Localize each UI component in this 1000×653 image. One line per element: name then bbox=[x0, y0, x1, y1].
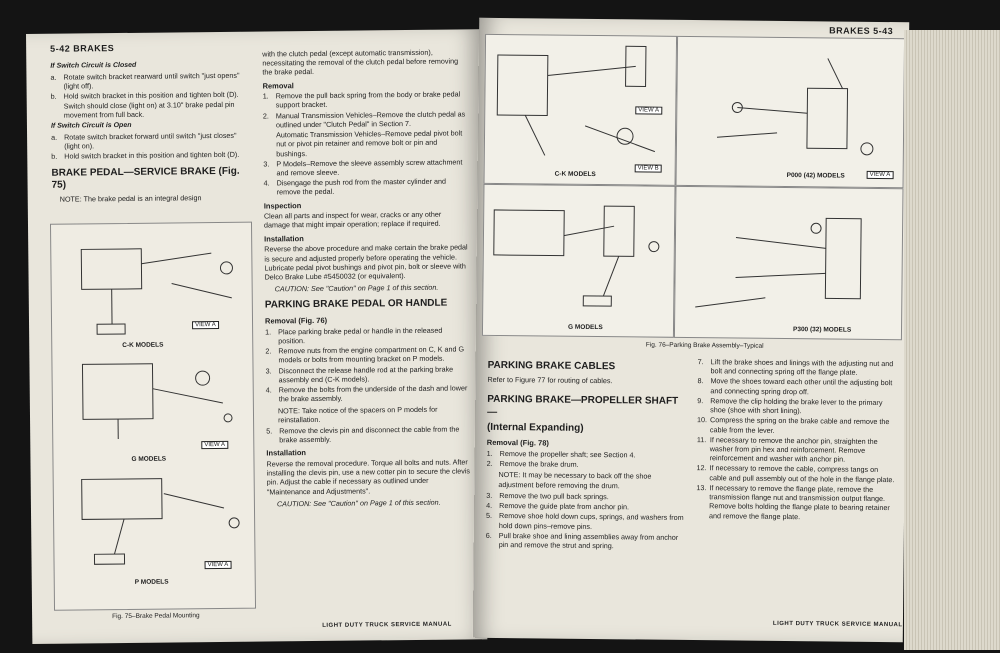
section-title-propeller-shaft: PARKING BRAKE—PROPELLER SHAFT— bbox=[487, 393, 679, 418]
list-item: 1. Remove the propeller shaft; see Section 4. bbox=[486, 448, 636, 460]
fig75-view-a: VIEW A bbox=[192, 321, 219, 329]
fig76-label-p000: P000 (42) MODELS bbox=[786, 171, 845, 180]
list-item: 5. Remove the clevis pin and disconnect the cable from the brake assembly. bbox=[266, 424, 460, 445]
fig76-panel-ck bbox=[484, 34, 678, 186]
list-item: 13. If necessary to remove the flange plate, remove the transmission flange nut and transmission output flange. Remove bolts holding the flange plate to bearing retainer and remove the flange plate. bbox=[696, 482, 890, 521]
installation-text: Reverse the above procedure and make certain the brake pedal is secure and adjusted properly before operating the vehicle. Lubricate pedal pivot bushings and pivot pin, bolt or sleeve with Delco Brake Lube #5450032 (or equivalent). bbox=[264, 242, 468, 282]
figure-75-drawing bbox=[51, 223, 255, 610]
list-item: 2. Manual Transmission Vehicles–Remove the clutch pedal as outlined under "Clutch Pedal" in Section 7. bbox=[262, 109, 466, 130]
continued-text: with the clutch pedal (except automatic transmission), necessitating the removal of the clutch pedal before removing the brake pedal. bbox=[262, 47, 459, 77]
prop-removal-heading: Removal (Fig. 78) bbox=[486, 438, 549, 448]
right-page bbox=[473, 18, 909, 642]
caution-2: CAUTION: See "Caution" on Page 1 of this section. bbox=[276, 497, 441, 509]
list-item: 7. Lift the brake shoes and linings with the adjusting nut and bolt and connecting spring off the flange plate. bbox=[697, 357, 894, 377]
list-item: Automatic Transmission Vehicles–Remove pedal pivot bolt nut or pivot pin retainer and remove bolt or pin and bushings. bbox=[276, 128, 463, 158]
list-item: 6. Pull brake shoe and lining assemblies away from anchor pin and remove the strut and spring. bbox=[485, 530, 679, 551]
right-page-header: BRAKES 5-43 bbox=[829, 25, 894, 37]
list-item: 1. Place parking brake pedal or handle in the released position. bbox=[265, 325, 443, 346]
fig76-view-b: VIEW B bbox=[635, 164, 662, 172]
inspection-text: Clean all parts and inspect for wear, cracks or any other damage that might impair operation; replace if required. bbox=[263, 209, 442, 230]
caution-1: CAUTION: See "Caution" on Page 1 of this section. bbox=[274, 282, 439, 294]
list-item: 12. If necessary to remove the cable, compress tangs on cable and pull assembly out of the hole in the flange plate. bbox=[696, 463, 895, 484]
section-note: NOTE: The brake pedal is an integral design bbox=[59, 193, 202, 204]
fig76-label-ck: C-K MODELS bbox=[554, 170, 596, 178]
fig76-label-p300: P300 (32) MODELS bbox=[792, 326, 852, 334]
fig76-panel-p300 bbox=[674, 186, 904, 340]
list-item: a. Rotate switch bracket rearward until switch "just opens" (light off). bbox=[50, 70, 240, 91]
removal-heading: Removal bbox=[262, 80, 294, 91]
list-item: 3. P Models–Remove the sleeve assembly screw attachment and remove sleeve. bbox=[263, 157, 463, 178]
section-title-brake-pedal: BRAKE PEDAL—SERVICE BRAKE (Fig. 75) bbox=[51, 165, 240, 192]
list-item: b. Hold switch bracket in this position and tighten bolt (D). bbox=[51, 150, 240, 162]
fig75-label-p: P MODELS bbox=[134, 578, 169, 586]
fig76-view-a: VIEW A bbox=[635, 106, 662, 114]
left-footer: LIGHT DUTY TRUCK SERVICE MANUAL bbox=[322, 621, 452, 629]
list-item: 3. Remove the two pull back springs. bbox=[486, 490, 609, 502]
section-title-parking-brake-pedal: PARKING BRAKE PEDAL OR HANDLE bbox=[264, 297, 448, 311]
closed-heading: If Switch Circuit is Closed bbox=[50, 61, 137, 70]
section-subtitle-internal-expanding: (Internal Expanding) bbox=[486, 421, 584, 434]
right-column-2 bbox=[696, 356, 898, 523]
fig76-panel-p000 bbox=[676, 36, 906, 188]
fig76-p300-drawing bbox=[675, 187, 903, 339]
fig75-label-ck: C-K MODELS bbox=[122, 341, 164, 350]
left-column-1 bbox=[50, 58, 252, 207]
fig76-caption: Fig. 76–Parking Brake Assembly–Typical bbox=[645, 341, 764, 350]
park-installation-text: Reverse the removal procedure. Torque all bolts and nuts. After installing the clevis pin, use a new cotter pin to secure the clevis pin. Adjust the cable if necessary as outlined under "Maintenance and Adjustments". bbox=[266, 457, 471, 497]
right-column-1 bbox=[486, 354, 688, 552]
cables-text: Refer to Figure 77 for routing of cables. bbox=[487, 374, 613, 385]
left-column-2 bbox=[262, 47, 472, 508]
left-page bbox=[26, 29, 487, 644]
park-installation-heading: Installation bbox=[266, 448, 307, 458]
fig76-p000-drawing bbox=[677, 37, 905, 187]
list-item: 3. Disconnect the release handle rod at the parking brake assembly end (C-K models). bbox=[265, 364, 454, 385]
figure-75-brake-pedal-mounting bbox=[50, 222, 256, 611]
park-note: NOTE: Take notice of the spacers on P models for reinstallation. bbox=[277, 404, 438, 425]
installation-heading: Installation bbox=[264, 233, 304, 244]
list-item: 1. Remove the pull back spring from the body or brake pedal support bracket. bbox=[262, 89, 461, 110]
fig75-label-g: G MODELS bbox=[131, 455, 167, 463]
fig75-view-a-2: VIEW A bbox=[201, 441, 228, 449]
fig76-panel-g bbox=[482, 184, 676, 338]
fig75-view-a-3: VIEW A bbox=[205, 561, 232, 569]
fig76-g-drawing bbox=[483, 185, 675, 337]
section-title-parking-brake-cables: PARKING BRAKE CABLES bbox=[487, 359, 616, 373]
page-stack-edge bbox=[904, 30, 1000, 650]
list-item: 4. Disengage the push rod from the master cylinder and remove the pedal. bbox=[263, 176, 447, 197]
list-item: 2. Remove the brake drum. bbox=[486, 459, 579, 470]
list-item: 11. If necessary to remove the anchor pin, straighten the washer from pin hex and reinforcement. Remove reinforcement and washer with anchor pin. bbox=[696, 434, 878, 464]
list-item: 8. Move the shoes toward each other until the adjusting bolt and connecting spring drop off. bbox=[697, 376, 893, 396]
list-item: 10. Compress the spring on the brake cable and remove the cable from the lever. bbox=[697, 415, 890, 435]
fig76-label-g: G MODELS bbox=[567, 323, 603, 332]
list-item: 4. Remove the guide plate from anchor pin. bbox=[486, 500, 630, 512]
fig76-view-a-2: VIEW A bbox=[867, 171, 894, 179]
right-footer: LIGHT DUTY TRUCK SERVICE MANUAL bbox=[772, 620, 903, 629]
inspection-heading: Inspection bbox=[263, 200, 302, 211]
list-item: 5. Remove shoe hold down cups, springs, and washers from hold down pins–remove pins. bbox=[485, 511, 684, 531]
left-page-header: 5-42 BRAKES bbox=[50, 43, 115, 54]
prop-note: NOTE: It may be necessary to back off the shoe adjustment before removing the drum. bbox=[498, 470, 652, 490]
open-heading: If Switch Circuit is Open bbox=[50, 121, 132, 130]
park-removal-heading: Removal (Fig. 76) bbox=[264, 316, 328, 326]
list-item: a. Rotate switch bracket forward until switch "just closes" (light on). bbox=[51, 130, 237, 151]
list-item: 9. Remove the clip holding the brake lever to the primary shoe (shoe with short lining). bbox=[697, 395, 883, 416]
list-item: 4. Remove the bolts from the underside of the dash and lower the brake assembly. bbox=[265, 383, 468, 404]
fig75-caption: Fig. 75–Brake Pedal Mounting bbox=[112, 612, 200, 621]
list-item: b. Hold switch bracket in this position and tighten bolt (D). Switch should close (light on) at 3.10" brake pedal pin movement from full back. bbox=[50, 90, 239, 120]
list-item: 2. Remove nuts from the engine compartment on C, K and G models or bolts from mounting bracket on P models. bbox=[265, 344, 465, 365]
